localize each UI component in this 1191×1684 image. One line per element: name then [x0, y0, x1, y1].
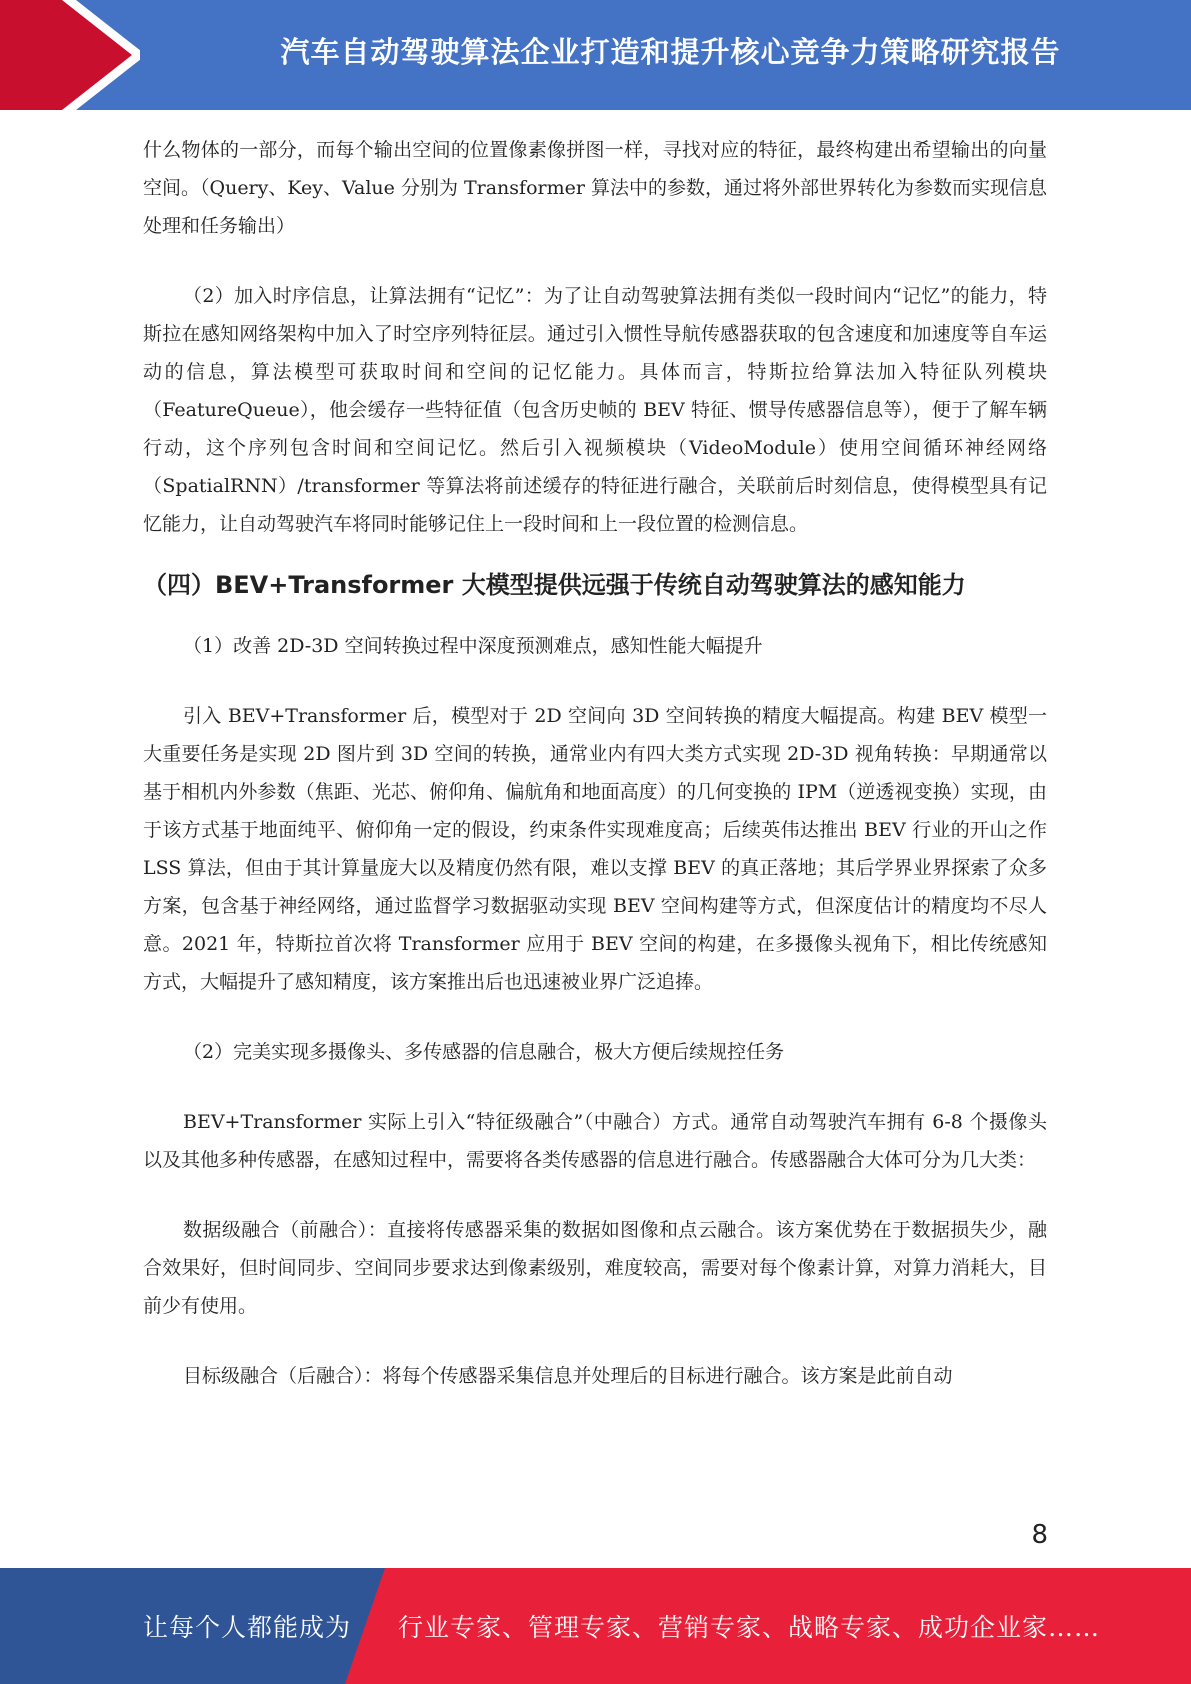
- section-heading: （四）BEV+Transformer 大模型提供远强于传统自动驾驶算法的感知能力: [143, 571, 966, 599]
- paragraph-data-level-fusion: 数据级融合（前融合）：直接将传感器采集的数据如图像和点云融合。该方案优势在于数据损失少，融合效果好，但时间同步、空间同步要求达到像素级别，难度较高，需要对每个像素计算，对算力消耗大，目前少有使用。: [143, 1219, 1047, 1317]
- paragraph-feature-fusion: BEV+Transformer 实际上引入“特征级融合”（中融合）方式。通常自动驾驶汽车拥有 6-8 个摄像头以及其他多种传感器，在感知过程中，需要将各类传感器的信息进行融合。传感器融合大体可分为几大类：: [143, 1111, 1047, 1171]
- subheading-sensor-fusion: （2）完美实现多摄像头、多传感器的信息融合，极大方便后续规控任务: [183, 1041, 785, 1063]
- page-footer: [0, 1568, 1191, 1684]
- header-arrow-decoration: [0, 0, 140, 110]
- page-number: 8: [1031, 1520, 1048, 1550]
- footer-slogan-left: 让每个人都能成为: [143, 1613, 352, 1642]
- paragraph-target-level-fusion: 目标级融合（后融合）：将每个传感器采集信息并处理后的目标进行融合。该方案是此前自动: [183, 1365, 953, 1387]
- page-content: [143, 131, 1047, 1395]
- footer-slogan-right: 行业专家、管理专家、营销专家、战略专家、成功企业家……: [398, 1613, 1101, 1642]
- paragraph-2d-3d-conversion: 引入 BEV+Transformer 后，模型对于 2D 空间向 3D 空间转换的精度大幅提高。构建 BEV 模型一大重要任务是实现 2D 图片到 3D 空间的转换，通常业内有四大类方式实现 2D-3D 视角转换：早期通常以基于相机内外参数（焦距、光芯、俯仰角、偏航角和地面高度）的几何变换的 IPM（逆透视变换）实现，由于该方式基于地面纯平、俯仰角一定的假设，约束条件实现难度高；后续英伟达推出 BEV 行业的开山之作 LSS 算法，但由于其计算量庞大以及精度仍然有限，难以支撑 BEV 的真正落地；其后学界业界探索了众多方案，包含基于神经网络，通过监督学习数据驱动实现 BEV 空间构建等方式，但深度估计的精度均不尽人意。2021 年，特斯拉首次将 Transformer 应用于 BEV 空间的构建，在多摄像头视角下，相比传统感知方式，大幅提升了感知精度，该方案推出后也迅速被业界广泛追捧。: [143, 705, 1047, 993]
- subheading-2d-3d: （1）改善 2D-3D 空间转换过程中深度预测难点，感知性能大幅提升: [183, 635, 763, 657]
- paragraph-temporal-memory: （2）加入时序信息，让算法拥有“记忆”：为了让自动驾驶算法拥有类似一段时间内“记忆”的能力，特斯拉在感知网络架构中加入了时空序列特征层。通过引入惯性导航传感器获取的包含速度和加速度等自车运动的信息，算法模型可获取时间和空间的记忆能力。具体而言，特斯拉给算法加入特征队列模块（FeatureQueue），他会缓存一些特征值（包含历史帧的 BEV 特征、惯导传感器信息等），便于了解车辆行动，这个序列包含时间和空间记忆。然后引入视频模块（VideoModule）使用空间循环神经网络（SpatialRNN）/transformer 等算法将前述缓存的特征进行融合，关联前后时刻信息，使得模型具有记忆能力，让自动驾驶汽车将同时能够记住上一段时间和上一段位置的检测信息。: [143, 285, 1047, 535]
- page-header: [0, 0, 1191, 110]
- paragraph-attention-continued: 什么物体的一部分，而每个输出空间的位置像素像拼图一样，寻找对应的特征，最终构建出希望输出的向量空间。（Query、Key、Value 分别为 Transformer 算法中的参数，通过将外部世界转化为参数而实现信息处理和任务输出）: [143, 139, 1047, 237]
- report-title: 汽车自动驾驶算法企业打造和提升核心竞争力策略研究报告: [280, 34, 1061, 69]
